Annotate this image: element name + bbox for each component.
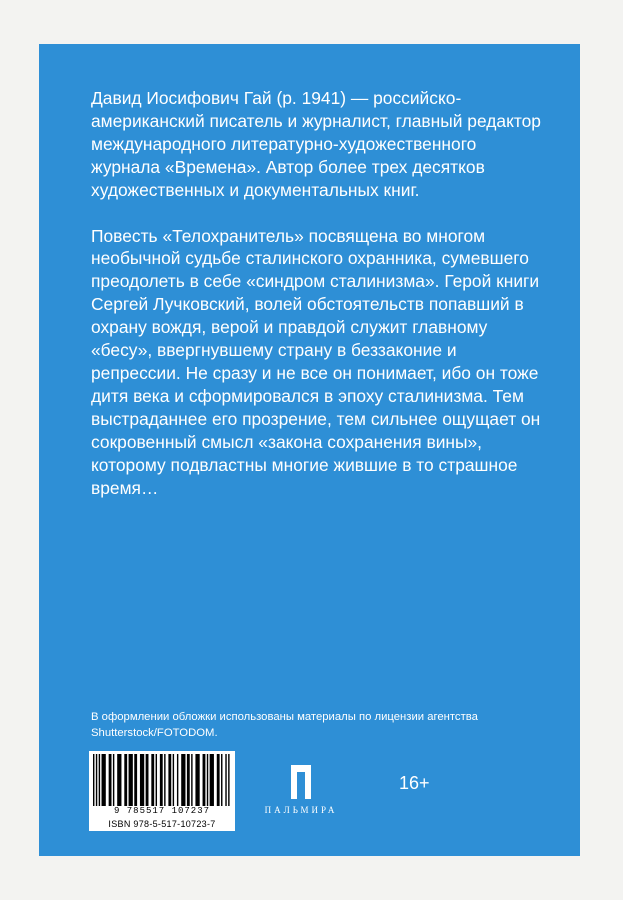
barcode bbox=[89, 751, 235, 831]
back-cover bbox=[39, 44, 580, 856]
barcode-digits: 9 785517 107237 bbox=[113, 806, 210, 816]
barcode-bar bbox=[129, 754, 133, 806]
barcode-bar bbox=[134, 754, 137, 806]
barcode-bar bbox=[217, 754, 220, 806]
barcode-bar bbox=[156, 754, 157, 806]
publisher-name: ПАЛЬМИРА bbox=[264, 805, 338, 815]
barcode-bar bbox=[164, 754, 165, 806]
barcode-bar bbox=[96, 754, 97, 806]
barcode-bar bbox=[168, 754, 171, 806]
barcode-bar bbox=[187, 754, 190, 806]
barcode-bar bbox=[140, 754, 144, 806]
barcode-bar bbox=[203, 754, 206, 806]
barcode-bar bbox=[195, 754, 199, 806]
barcode-bar bbox=[207, 754, 208, 806]
barcode-bar bbox=[221, 754, 222, 806]
barcode-bar bbox=[181, 754, 185, 806]
barcode-bar bbox=[124, 754, 127, 806]
barcode-bar bbox=[99, 754, 100, 806]
palmira-gate-icon bbox=[289, 763, 313, 799]
barcode-bar bbox=[228, 754, 229, 806]
barcode-bar bbox=[225, 754, 226, 806]
barcode-bar bbox=[160, 754, 163, 806]
isbn: ISBN 978-5-517-10723-7 bbox=[108, 819, 216, 829]
barcode-bar bbox=[151, 754, 154, 806]
publisher-logo bbox=[244, 763, 358, 815]
barcode-bar bbox=[93, 754, 94, 806]
barcode-bar bbox=[113, 754, 114, 806]
barcode-bar bbox=[191, 754, 192, 806]
barcode-bar bbox=[173, 754, 174, 806]
image-credit: В оформлении обложки использованы материалы по лицензии агентства Shutterstock/FOTODOM. bbox=[91, 711, 478, 739]
barcode-bar bbox=[109, 754, 112, 806]
author-bio: Давид Иосифович Гай (р. 1941) — российско-американский писатель и журналист, главный редактор международного литературно-художественного журнала «Времена». Автор более трех десятков художественных и документальных книг. bbox=[91, 88, 541, 200]
barcode-bar bbox=[210, 754, 214, 806]
barcode-bar bbox=[146, 754, 149, 806]
barcode-bar bbox=[102, 754, 106, 806]
age-rating: 16+ bbox=[399, 773, 430, 793]
barcode-bar bbox=[177, 754, 178, 806]
annotation bbox=[91, 87, 541, 522]
book-description: Повесть «Телохранитель» посвящена во многом необычной судьбе сталинского охранника, сумевшего преодолеть в себе «синдром сталинизма». Герой книги Сергей Лучковский, волей обстоятельств попавший в охрану вождя, верой и правдой служит главному «бесу», ввергнувшему страну в беззаконие и репрессии. Не сразу и не все он понимает, ибо он тоже дитя века и сформировался в эпоху сталинизма. Тем выстраданнее его прозрение, тем сильнее ощущает он сокровенный смысл «закона сохранения вины», которому подвластны многие жившие в то страшное время… bbox=[91, 225, 541, 498]
barcode-bar bbox=[117, 754, 121, 806]
barcode-bars bbox=[93, 754, 231, 806]
